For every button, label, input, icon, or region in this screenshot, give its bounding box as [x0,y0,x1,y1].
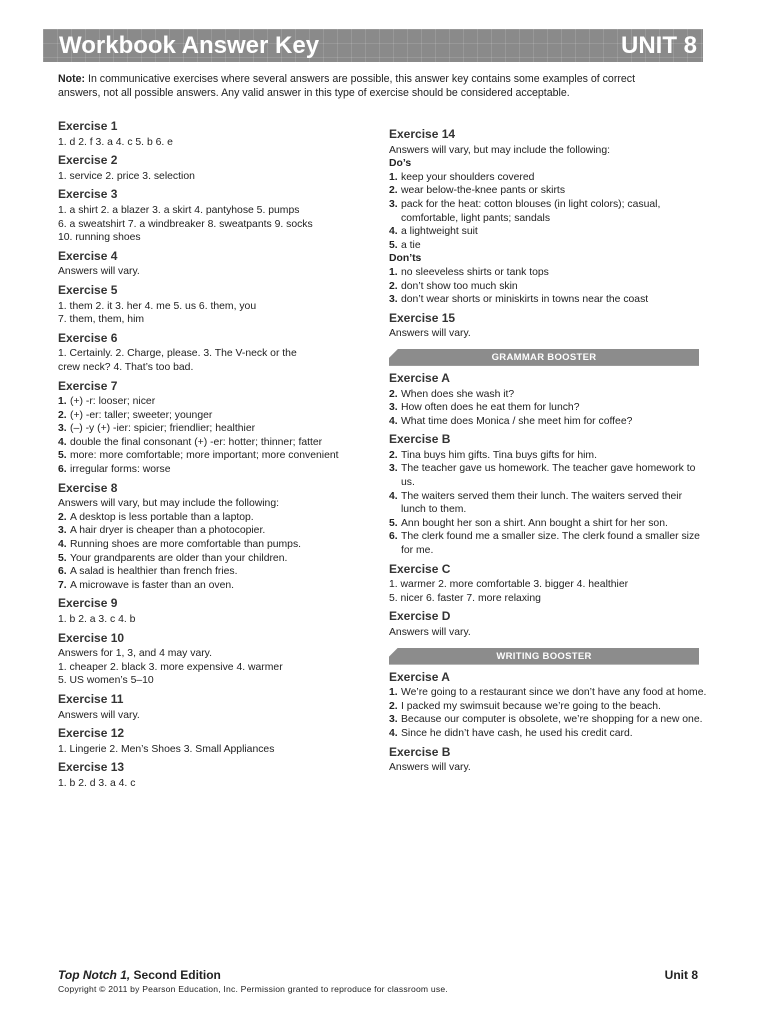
exercise-10-line: 5. US women’s 5–10 [58,675,154,687]
exercise-6-line: 1. Certainly. 2. Charge, please. 3. The V-neck or the [58,348,297,360]
wb-exercise-b-answers: Answers will vary. [389,762,471,774]
item-number: 3. [389,714,398,726]
item-number: 6. [58,464,67,476]
item-text: We’re going to a restaurant since we don’t have any food at home. [401,687,707,699]
list-item [389,415,707,429]
list-item [58,552,376,566]
exercise-6-title: Exercise 6 [58,330,118,345]
item-number: 3. [389,294,398,306]
list-item [389,293,707,307]
gb-exercise-b-title: Exercise B [389,432,451,447]
item-number: 1. [389,266,398,278]
exercise-6-line: crew neck? 4. That’s too bad. [58,361,194,373]
item-text: keep your shoulders covered [401,171,535,183]
item-text: Tina buys him gifts. Tina buys gifts for him. [401,449,597,461]
exercise-14-intro: Answers will vary, but may include the following: [389,144,610,156]
item-number: 2. [389,449,398,461]
item-number: 4. [58,436,67,448]
note-text: In communicative exercises where several answers are possible, this answer key contains some examples of correct answers, not all possible answers. Any valid answer in this type of exercise should be considered acceptable. [58,73,636,99]
item-text: (+) -er: taller; sweeter; younger [70,409,213,421]
item-number: 2. [389,280,398,292]
item-text: more: more comfortable; more important; more convenient [70,450,339,462]
list-item [58,463,376,477]
item-number: 4. [58,539,67,551]
item-text: Your grandparents are older than your children. [70,552,288,564]
exercise-15-answers: Answers will vary. [389,328,471,340]
banner-label: GRAMMAR BOOSTER [491,351,597,363]
item-number: 3. [389,402,398,414]
item-text: The clerk found me a smaller size. The clerk found a smaller size for me. [401,531,700,557]
exercise-2-answers: 1. service 2. price 3. selection [58,170,195,182]
exercise-8-intro: Answers will vary, but may include the following: [58,498,279,510]
exercise-7-title: Exercise 7 [58,378,118,393]
list-item [58,579,376,593]
dos-label: Do’s [389,158,412,170]
exercise-4-answers: Answers will vary. [58,266,140,278]
list-item [389,517,707,531]
item-text: How often does he eat them for lunch? [401,402,580,414]
list-item [389,266,707,280]
list-item [58,409,376,423]
exercise-9-answers: 1. b 2. a 3. c 4. b [58,614,136,625]
item-number: 5. [58,552,67,564]
gb-exercise-a-title: Exercise A [389,370,450,385]
grammar-booster-banner [389,349,699,366]
item-number: 4. [389,226,398,238]
item-number: 2. [58,409,67,421]
item-number: 1. [58,396,67,408]
exercise-3-line: 10. running shoes [58,232,141,244]
list-item [389,700,707,714]
item-text: wear below-the-knee pants or skirts [401,185,566,197]
item-number: 3. [389,463,398,475]
item-text: no sleeveless shirts or tank tops [401,266,549,278]
gb-exercise-c-line: 1. warmer 2. more comfortable 3. bigger 4. healthier [389,579,629,591]
item-text: a lightweight suit [401,226,478,238]
item-number: 4. [389,415,398,427]
exercise-12-answers: 1. Lingerie 2. Men’s Shoes 3. Small Appliances [58,743,275,755]
list-item [389,713,707,727]
item-text: double the final consonant (+) -er: hotter; thinner; fatter [70,436,323,448]
item-text: I packed my swimsuit because we’re going to the beach. [401,700,661,712]
list-item [389,171,707,185]
footer-book-title [58,968,221,982]
item-text: (+) -r: looser; nicer [70,396,156,408]
copyright-notice: Copyright © 2011 by Pearson Education, Inc. Permission granted to reproduce for classroom use. [58,984,448,994]
item-text: What time does Monica / she meet him for coffee? [401,415,633,427]
item-number: 5. [389,517,398,529]
gb-exercise-c-title: Exercise C [389,561,451,576]
exercise-13-answers: 1. b 2. d 3. a 4. c [58,777,136,789]
note-label: Note: [58,73,86,85]
list-item [389,449,707,463]
gb-exercise-d-title: Exercise D [389,609,451,624]
item-text: Running shoes are more comfortable than pumps. [70,539,302,551]
page-title: Workbook Answer Key [59,32,320,59]
item-number: 3. [58,525,67,537]
exercise-1-title: Exercise 1 [58,119,118,133]
list-item [389,727,707,741]
item-number: 2. [389,700,398,712]
item-number: 4. [389,490,398,502]
list-item [389,225,707,239]
list-item [389,530,707,557]
writing-booster-banner [389,648,699,665]
exercise-13-title: Exercise 13 [58,760,125,775]
exercise-1-answers: 1. d 2. f 3. a 4. c 5. b 6. e [58,136,173,148]
item-number: 6. [389,531,398,543]
wb-exercise-a-title: Exercise A [389,669,450,684]
item-text: A salad is healthier than french fries. [70,566,238,578]
exercise-5-line: 7. them, them, him [58,314,145,326]
list-item [389,239,707,253]
list-item [389,490,707,517]
exercise-14-title: Exercise 14 [389,127,456,141]
item-number: 7. [58,579,67,591]
item-number: 6. [58,566,67,578]
item-number: 4. [389,727,398,739]
item-number: 2. [389,185,398,197]
list-item [389,686,707,700]
item-number: 5. [58,450,67,462]
exercise-11-title: Exercise 11 [58,691,124,706]
donts-label: Don’ts [389,253,422,265]
list-item [58,449,376,463]
list-item [58,395,376,409]
item-text: (–) -y (+) -ier: spicier; friendlier; healthier [70,423,256,435]
item-number: 3. [58,423,67,435]
exercise-5-title: Exercise 5 [58,282,118,297]
gb-exercise-d-answers: Answers will vary. [389,627,471,638]
list-item [58,538,376,552]
book-edition: Second Edition [130,968,221,982]
exercise-10-line: Answers for 1, 3, and 4 may vary. [58,648,212,660]
item-text: A desktop is less portable than a laptop. [70,511,254,523]
list-item [389,198,707,225]
item-text: A microwave is faster than an oven. [70,579,235,591]
list-item [58,436,376,450]
list-item [389,184,707,198]
exercise-2-title: Exercise 2 [58,153,118,168]
exercise-3-line: 6. a sweatshirt 7. a windbreaker 8. sweatpants 9. socks [58,218,313,230]
item-number: 2. [389,388,398,400]
item-text: Since he didn’t have cash, he used his credit card. [401,727,633,739]
item-text: Ann bought her son a shirt. Ann bought a shirt for her son. [401,517,668,529]
banner-label: WRITING BOOSTER [496,650,592,662]
list-item [389,388,707,402]
list-item [58,422,376,436]
item-number: 5. [389,239,398,251]
list-item [58,565,376,579]
list-item [58,524,376,538]
item-text: pack for the heat: cotton blouses (in light colors); casual, comfortable, light pants; sandals [401,198,661,224]
left-column [58,120,376,791]
exercise-4-title: Exercise 4 [58,248,118,263]
exercise-8-title: Exercise 8 [58,480,118,495]
item-text: The waiters served them their lunch. The waiters served their lunch to them. [401,490,683,516]
item-text: irregular forms: worse [70,464,171,476]
exercise-15-title: Exercise 15 [389,310,456,325]
item-text: a tie [401,239,421,251]
item-number: 3. [389,198,398,210]
exercise-12-title: Exercise 12 [58,726,125,741]
item-text: A hair dryer is cheaper than a photocopier. [70,525,266,537]
exercise-3-line: 1. a shirt 2. a blazer 3. a skirt 4. pantyhose 5. pumps [58,204,300,216]
exercise-5-line: 1. them 2. it 3. her 4. me 5. us 6. them, you [58,300,257,312]
item-text: Because our computer is obsolete, we’re shopping for a new one. [401,714,703,726]
gb-exercise-c-line: 5. nicer 6. faster 7. more relaxing [389,592,541,604]
exercise-9-title: Exercise 9 [58,596,118,611]
list-item [389,280,707,294]
footer-unit: Unit 8 [664,968,698,982]
list-item [389,401,707,415]
exercise-10-title: Exercise 10 [58,630,125,645]
item-text: The teacher gave us homework. The teacher gave homework to us. [401,463,696,489]
item-text: don’t show too much skin [401,280,518,292]
wb-exercise-b-title: Exercise B [389,744,451,759]
item-number: 1. [389,171,398,183]
note-paragraph [58,72,658,100]
item-number: 1. [389,687,398,699]
item-text: don’t wear shorts or miniskirts in towns near the coast [401,294,649,306]
book-title: Top Notch 1, [58,968,131,982]
exercise-10-line: 1. cheaper 2. black 3. more expensive 4. warmer [58,661,283,673]
exercise-3-title: Exercise 3 [58,187,118,202]
list-item [389,462,707,489]
page-header-bar [43,29,703,62]
item-number: 2. [58,511,67,523]
exercise-11-answers: Answers will vary. [58,709,140,721]
item-text: When does she wash it? [401,388,515,400]
unit-label: UNIT 8 [620,32,697,59]
right-column [389,128,707,775]
list-item [58,511,376,525]
